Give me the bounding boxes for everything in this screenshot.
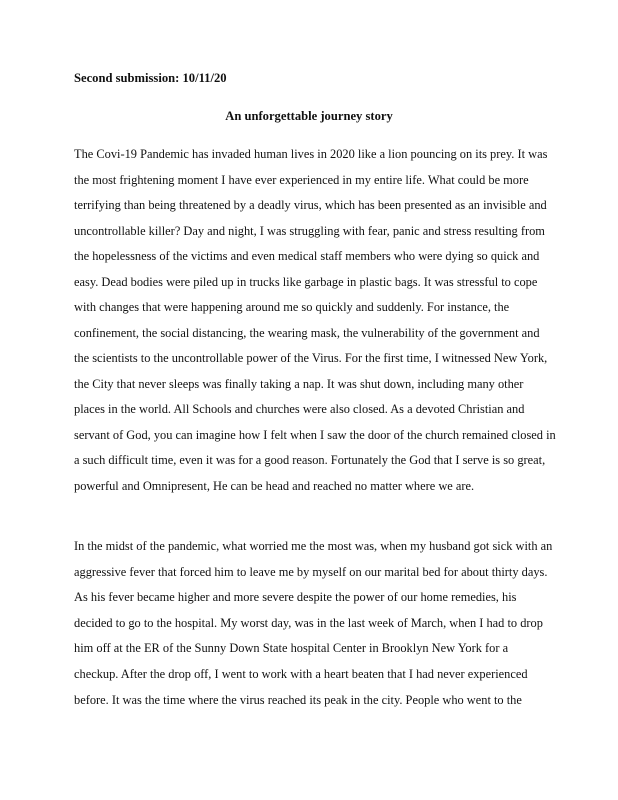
text-line: In the midst of the pandemic, what worried me the most was, when my husband got sick with an	[74, 539, 553, 553]
text-line: uncontrollable killer? Day and night, I was struggling with fear, panic and stress resulting from	[74, 223, 545, 238]
text-line: servant of God, you can imagine how I felt when I saw the door of the church remained closed in	[74, 427, 556, 442]
text-line: with changes that were happening around me so quickly and suddenly. For instance, the	[74, 300, 510, 314]
submission-date-heading: Second submission: 10/11/20	[74, 71, 227, 85]
text-line: the scientists to the uncontrollable power of the Virus. For the first time, I witnessed New York,	[74, 351, 548, 365]
text-line: checkup. After the drop off, I went to work with a heart beaten that I had never experienced	[74, 666, 528, 681]
text-line: him off at the ER of the Sunny Down State hospital Center in Brooklyn New York for a	[74, 641, 509, 656]
text-line: a such difficult time, even it was for a good reason. Fortunately the God that I serve is so great,	[74, 453, 546, 467]
text-line: terrifying than being threatened by a deadly virus, which has been presented as an invisible and	[74, 198, 547, 212]
text-line: decided to go to the hospital. My worst day, was in the last week of March, when I had to drop	[74, 615, 543, 630]
story-title: An unforgettable journey story	[225, 109, 393, 123]
paragraph-2	[74, 534, 554, 713]
text-line: the City that never sleeps was finally taking a nap. It was shut down, including many other	[74, 376, 524, 391]
text-line: easy. Dead bodies were piled up in trucks like garbage in plastic bags. It was stressful to cope	[74, 274, 538, 289]
text-line: powerful and Omnipresent, He can be head and reached no matter where we are.	[74, 478, 475, 493]
text-line: confinement, the social distancing, the wearing mask, the vulnerability of the government and	[74, 325, 540, 340]
text-line: before. It was the time where the virus reached its peak in the city. People who went to the	[74, 692, 522, 707]
text-line: places in the world. All Schools and churches were also closed. As a devoted Christian and	[74, 402, 525, 416]
text-line: As his fever became higher and more severe despite the power of our home remedies, his	[74, 590, 517, 605]
paragraph-1	[74, 142, 554, 499]
text-line: the hopelessness of the victims and even medical staff members who were dying so quick and	[74, 249, 540, 263]
text-line: the most frightening moment I have ever experienced in my entire life. What could be more	[74, 172, 529, 187]
text-line: The Covi-19 Pandemic has invaded human lives in 2020 like a lion pouncing on its prey. It was	[74, 147, 548, 161]
text-line: aggressive fever that forced him to leave me by myself on our marital bed for about thirty days.	[74, 564, 548, 579]
